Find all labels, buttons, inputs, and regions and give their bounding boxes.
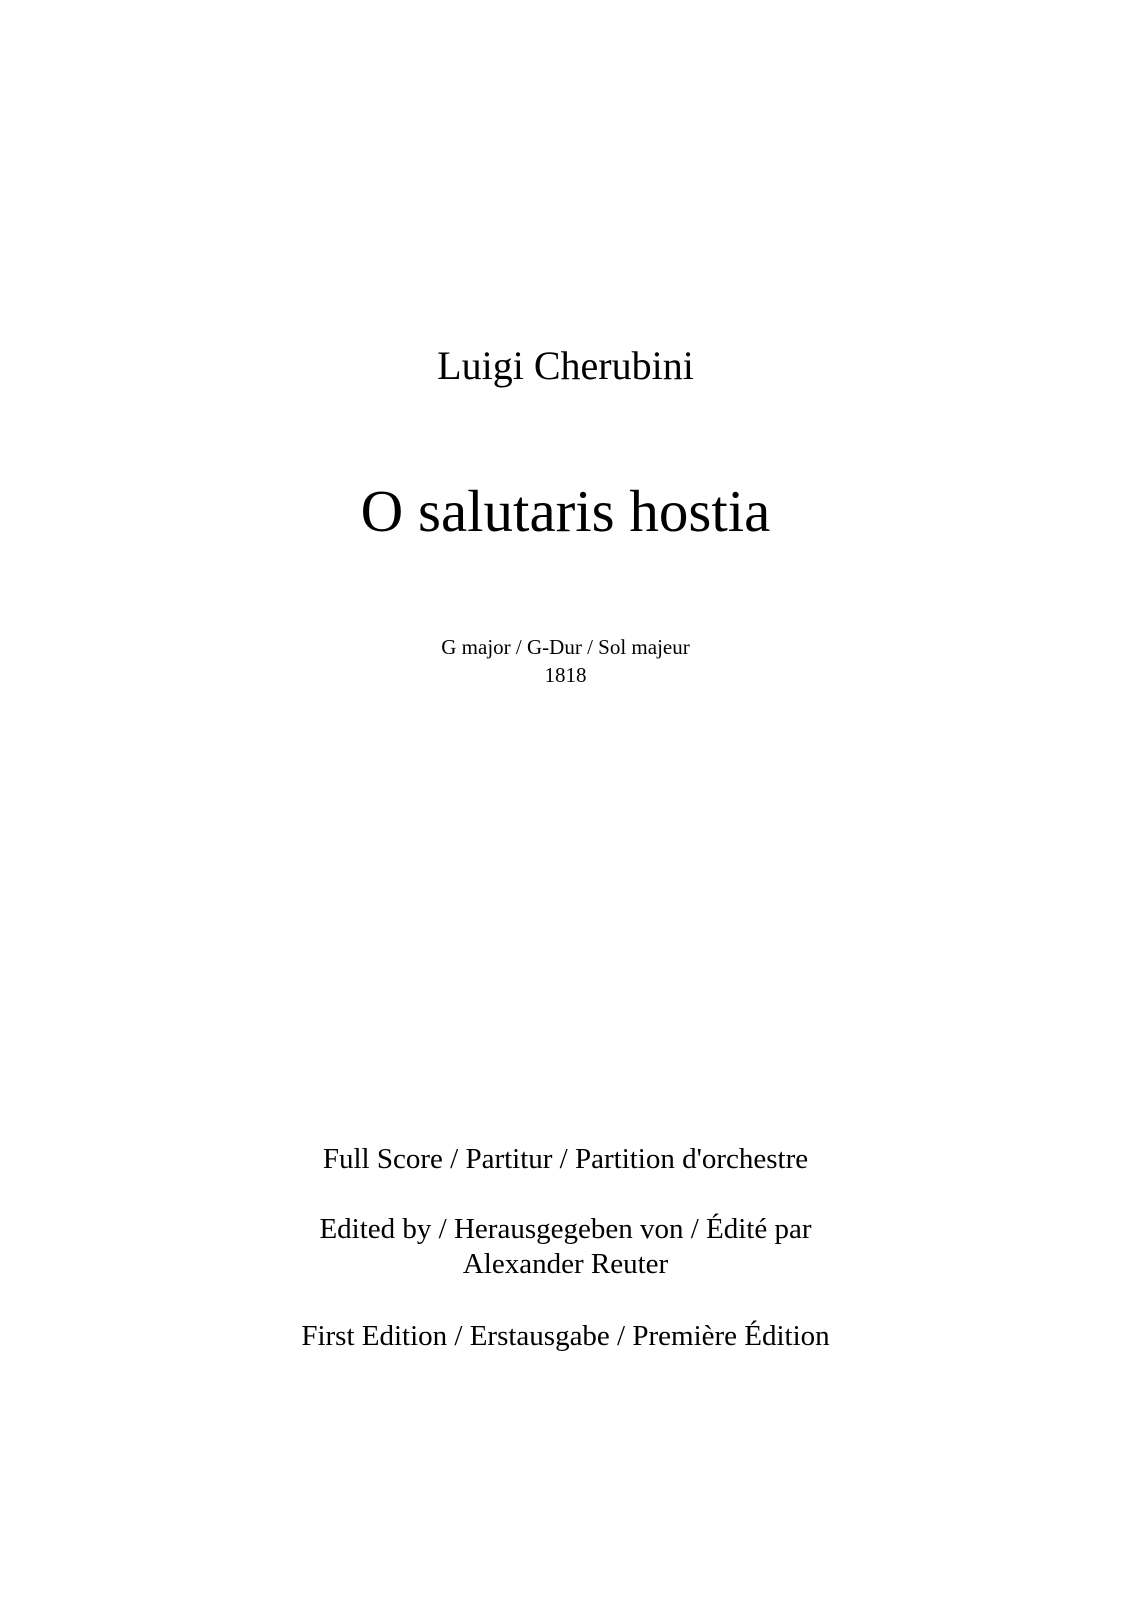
score-type: Full Score / Partitur / Partition d'orchestre	[322, 1143, 809, 1175]
edited-by-label: Edited by / Herausgegeben von / Édité par	[319, 1213, 812, 1245]
edition-label: First Edition / Erstausgabe / Première Édition	[301, 1320, 830, 1352]
composition-year: 1818	[544, 663, 587, 687]
work-title: O salutaris hostia	[360, 478, 771, 544]
editor-name: Alexander Reuter	[462, 1248, 669, 1280]
key-signature: G major / G-Dur / Sol majeur	[441, 635, 690, 659]
composer-name: Luigi Cherubini	[437, 343, 694, 388]
